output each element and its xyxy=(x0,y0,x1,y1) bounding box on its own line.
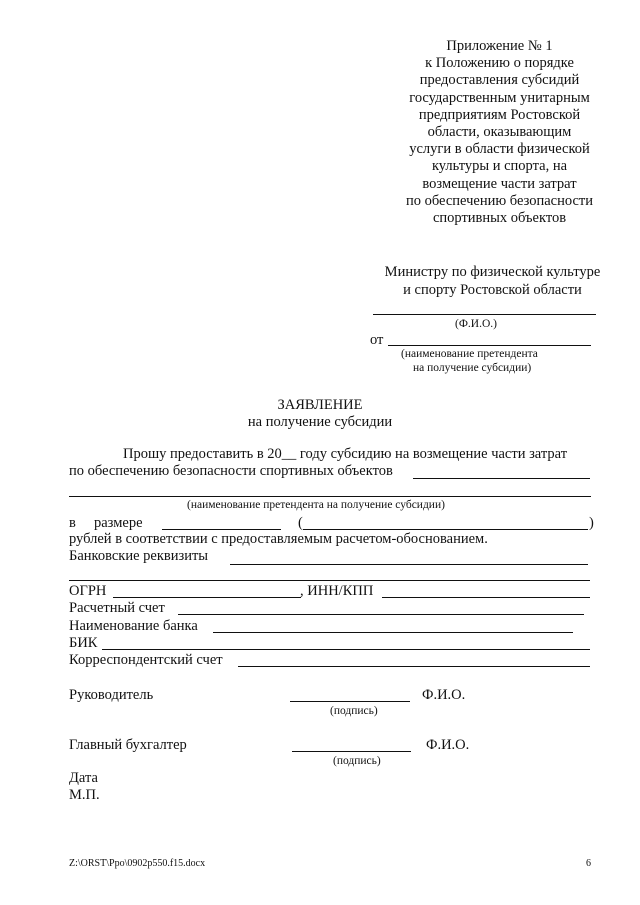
appendix-line: Приложение № 1 xyxy=(446,38,553,54)
appendix-line: возмещение части затрат xyxy=(422,175,577,192)
applicant-caption-2: на получение субсидии) xyxy=(413,362,532,374)
accountant-fio: Ф.И.О. xyxy=(426,737,470,753)
applicant-underline[interactable] xyxy=(388,345,591,346)
footer-file-path: Z:\ORST\Ppo\0902p550.f15.docx xyxy=(69,858,206,869)
bank-details-underline-2[interactable] xyxy=(69,580,590,581)
applicant-name-underline[interactable] xyxy=(69,496,591,497)
inn-kpp-label: , ИНН/КПП xyxy=(300,583,374,599)
addressee-line-1: Министру по физической культуре xyxy=(384,264,601,280)
ogrn-label: ОГРН xyxy=(69,583,107,599)
appendix-line: по обеспечению безопасности xyxy=(405,192,594,209)
applicant-name-caption: (наименование претендента на получение субсидии) xyxy=(187,499,445,511)
amount-close-paren: ) xyxy=(589,515,594,531)
corr-account-label: Корреспондентский счет xyxy=(69,652,223,668)
amount-number-underline[interactable] xyxy=(162,529,281,530)
head-fio: Ф.И.О. xyxy=(422,687,466,703)
request-line-1: Прошу предоставить в 20__ году субсидию на возмещение части затрат xyxy=(123,446,568,462)
bik-underline[interactable] xyxy=(102,649,590,650)
request-line-2: по обеспечению безопасности спортивных объектов xyxy=(69,463,393,479)
fio-caption: (Ф.И.О.) xyxy=(455,318,497,330)
corr-account-underline[interactable] xyxy=(238,666,590,667)
head-signature-caption: (подпись) xyxy=(330,705,378,717)
account-underline[interactable] xyxy=(178,614,584,615)
account-label: Расчетный счет xyxy=(69,600,165,616)
document-title: ЗАЯВЛЕНИЕ xyxy=(277,397,363,413)
inn-kpp-underline[interactable] xyxy=(382,597,590,598)
amount-in-label: в xyxy=(69,515,76,531)
appendix-line: услуги в области физической xyxy=(409,141,590,158)
from-label: от xyxy=(370,332,384,348)
applicant-caption-1: (наименование претендента xyxy=(401,348,538,360)
amount-size-label: размере xyxy=(94,515,143,531)
bik-label: БИК xyxy=(69,635,98,651)
bank-name-underline[interactable] xyxy=(213,632,573,633)
accountant-label: Главный бухгалтер xyxy=(69,737,187,753)
amount-words-underline[interactable] xyxy=(303,529,588,530)
rubles-line: рублей в соответствии с предоставляемым расчетом-обоснованием. xyxy=(69,531,488,547)
appendix-line: государственным унитарным xyxy=(409,89,590,106)
bank-details-underline[interactable] xyxy=(230,564,588,565)
appendix-line: спортивных объектов xyxy=(432,210,567,227)
bank-details-label: Банковские реквизиты xyxy=(69,548,209,564)
fio-underline[interactable] xyxy=(373,314,596,315)
accountant-signature-underline[interactable] xyxy=(292,751,411,752)
ogrn-underline[interactable] xyxy=(113,597,301,598)
accountant-signature-caption: (подпись) xyxy=(333,755,381,767)
stamp-label: М.П. xyxy=(69,787,100,803)
appendix-line: предоставления субсидий xyxy=(419,72,580,89)
head-label: Руководитель xyxy=(69,687,154,703)
head-signature-underline[interactable] xyxy=(290,701,410,702)
appendix-line: к Положению о порядке xyxy=(425,55,574,72)
appendix-line: предприятиям Ростовской xyxy=(418,106,581,123)
bank-name-label: Наименование банка xyxy=(69,618,198,634)
appendix-header xyxy=(392,38,607,227)
date-label: Дата xyxy=(69,770,98,786)
appendix-line: культуры и спорта, на xyxy=(431,158,568,175)
page-number: 6 xyxy=(586,858,591,869)
addressee-line-2: и спорту Ростовской области xyxy=(403,282,582,298)
objects-underline[interactable] xyxy=(413,478,590,479)
appendix-line: области, оказывающим xyxy=(427,124,572,141)
document-subtitle: на получение субсидии xyxy=(247,414,393,430)
amount-open-paren: ( xyxy=(298,515,303,531)
